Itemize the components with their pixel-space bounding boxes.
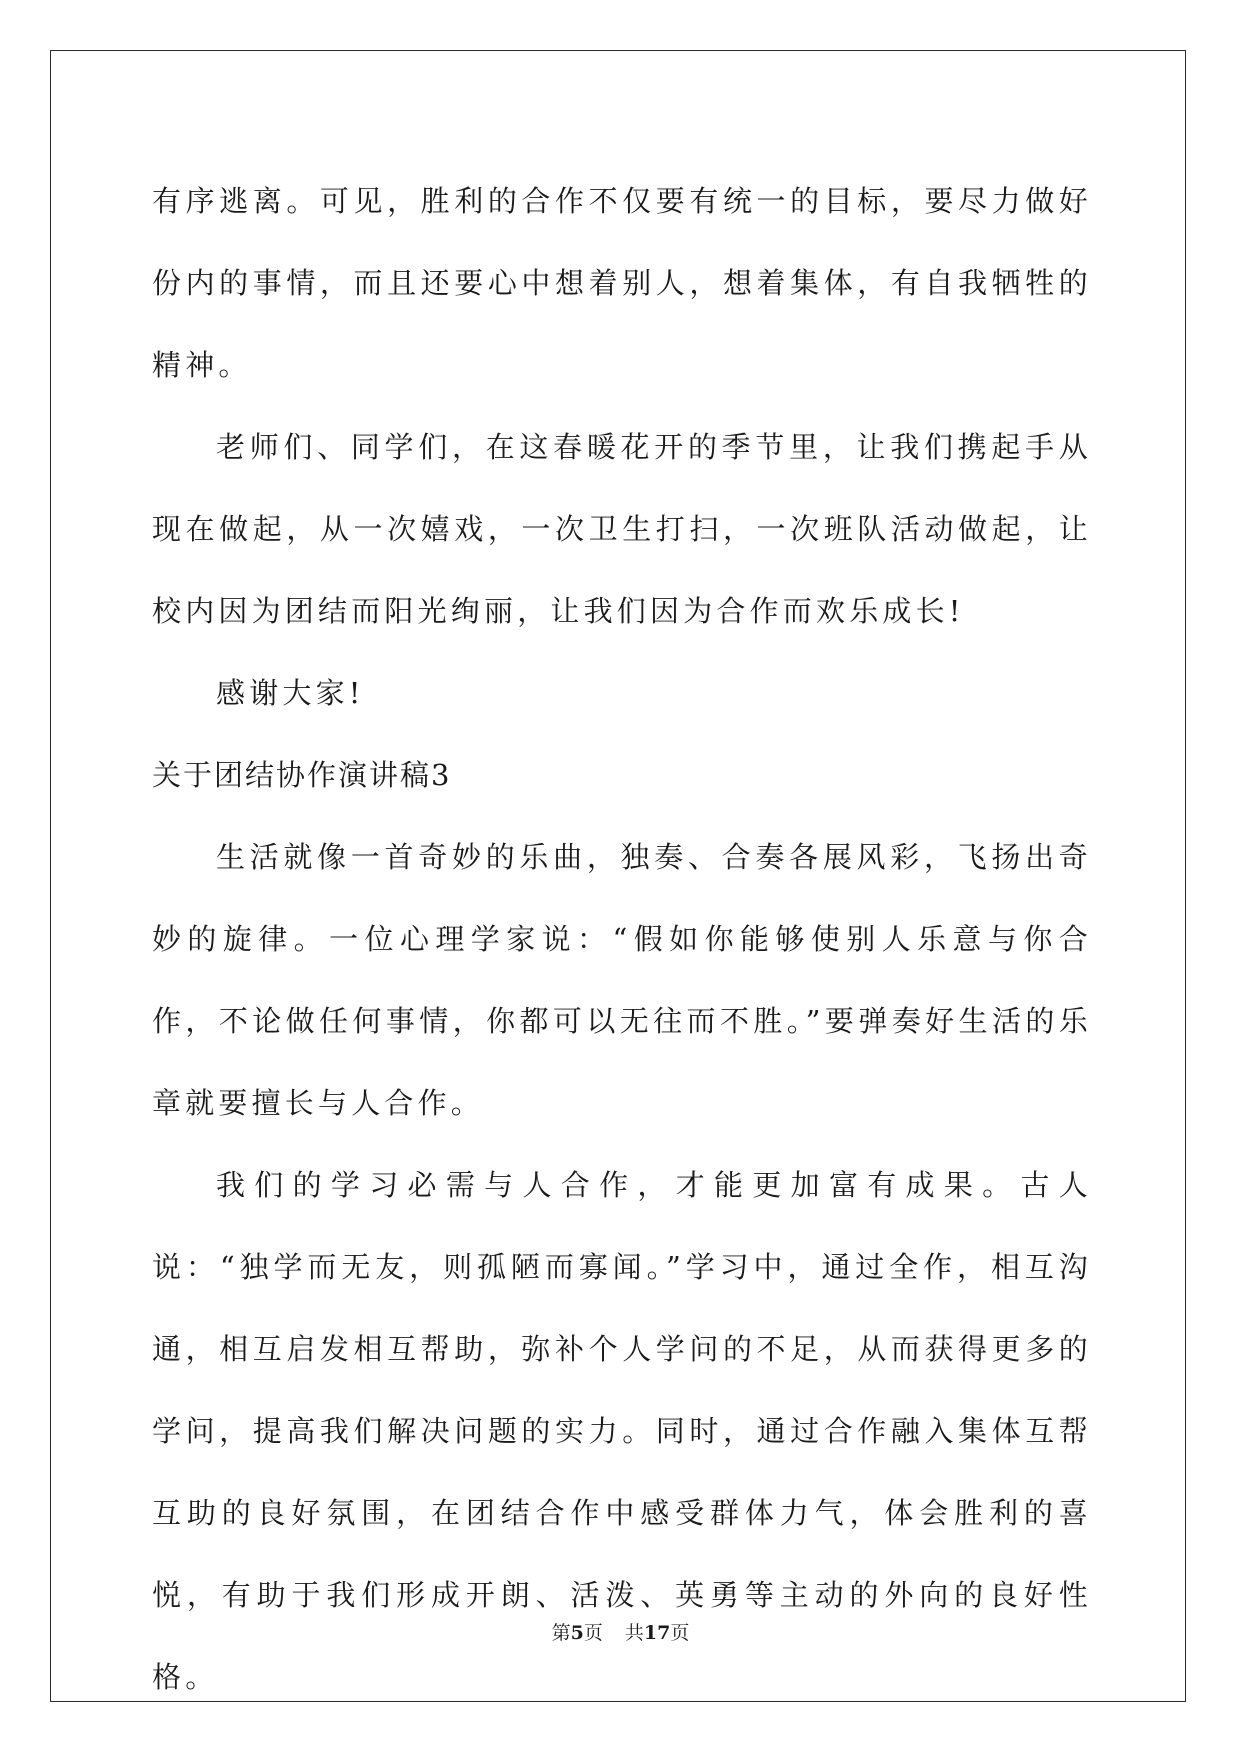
page-number: 5 — [570, 1622, 584, 1644]
document-body — [152, 160, 1092, 1718]
total-suffix: 页 — [670, 1622, 690, 1644]
page-footer — [0, 1618, 1241, 1645]
paragraph: 感谢大家! — [216, 676, 365, 710]
paragraph: 老师们、同学们，在这春暖花开的季节里，让我们携起手从现在做起，从一次嬉戏，一次卫生打扫，一次班队活动做起，让校内因为团结而阳光绚丽，让我们因为合作而欢乐成长! — [152, 430, 1092, 628]
page-suffix: 页 — [583, 1622, 603, 1644]
total-prefix: 共 — [624, 1622, 644, 1644]
page-prefix: 第 — [551, 1622, 571, 1644]
paragraph: 我们的学习必需与人合作，才能更加富有成果。古人说：“独学而无友，则孤陋而寡闻。”学习中，通过全作，相互沟通，相互启发相互帮助，弥补个人学问的不足，从而获得更多的学问，提高我们解决问题的实力。同时，通过合作融入集体互帮互助的良好氛围，在团结合作中感受群体力气，体会胜利的喜悦，有助于我们形成开朗、活泼、英勇等主动的外向的良好性格。 — [152, 1168, 1092, 1694]
total-pages: 17 — [643, 1622, 671, 1644]
paragraph: 生活就像一首奇妙的乐曲，独奏、合奏各展风彩，飞扬出奇妙的旋律。一位心理学家说：“假如你能够使别人乐意与你合作，不论做任何事情，你都可以无往而不胜。”要弹奏好生活的乐章就要擅长与人合作。 — [152, 840, 1092, 1120]
section-title: 关于团结协作演讲稿3 — [152, 758, 452, 792]
paragraph: 有序逃离。可见，胜利的合作不仅要有统一的目标，要尽力做好份内的事情，而且还要心中想着别人，想着集体，有自我牺牲的精神。 — [152, 184, 1092, 382]
